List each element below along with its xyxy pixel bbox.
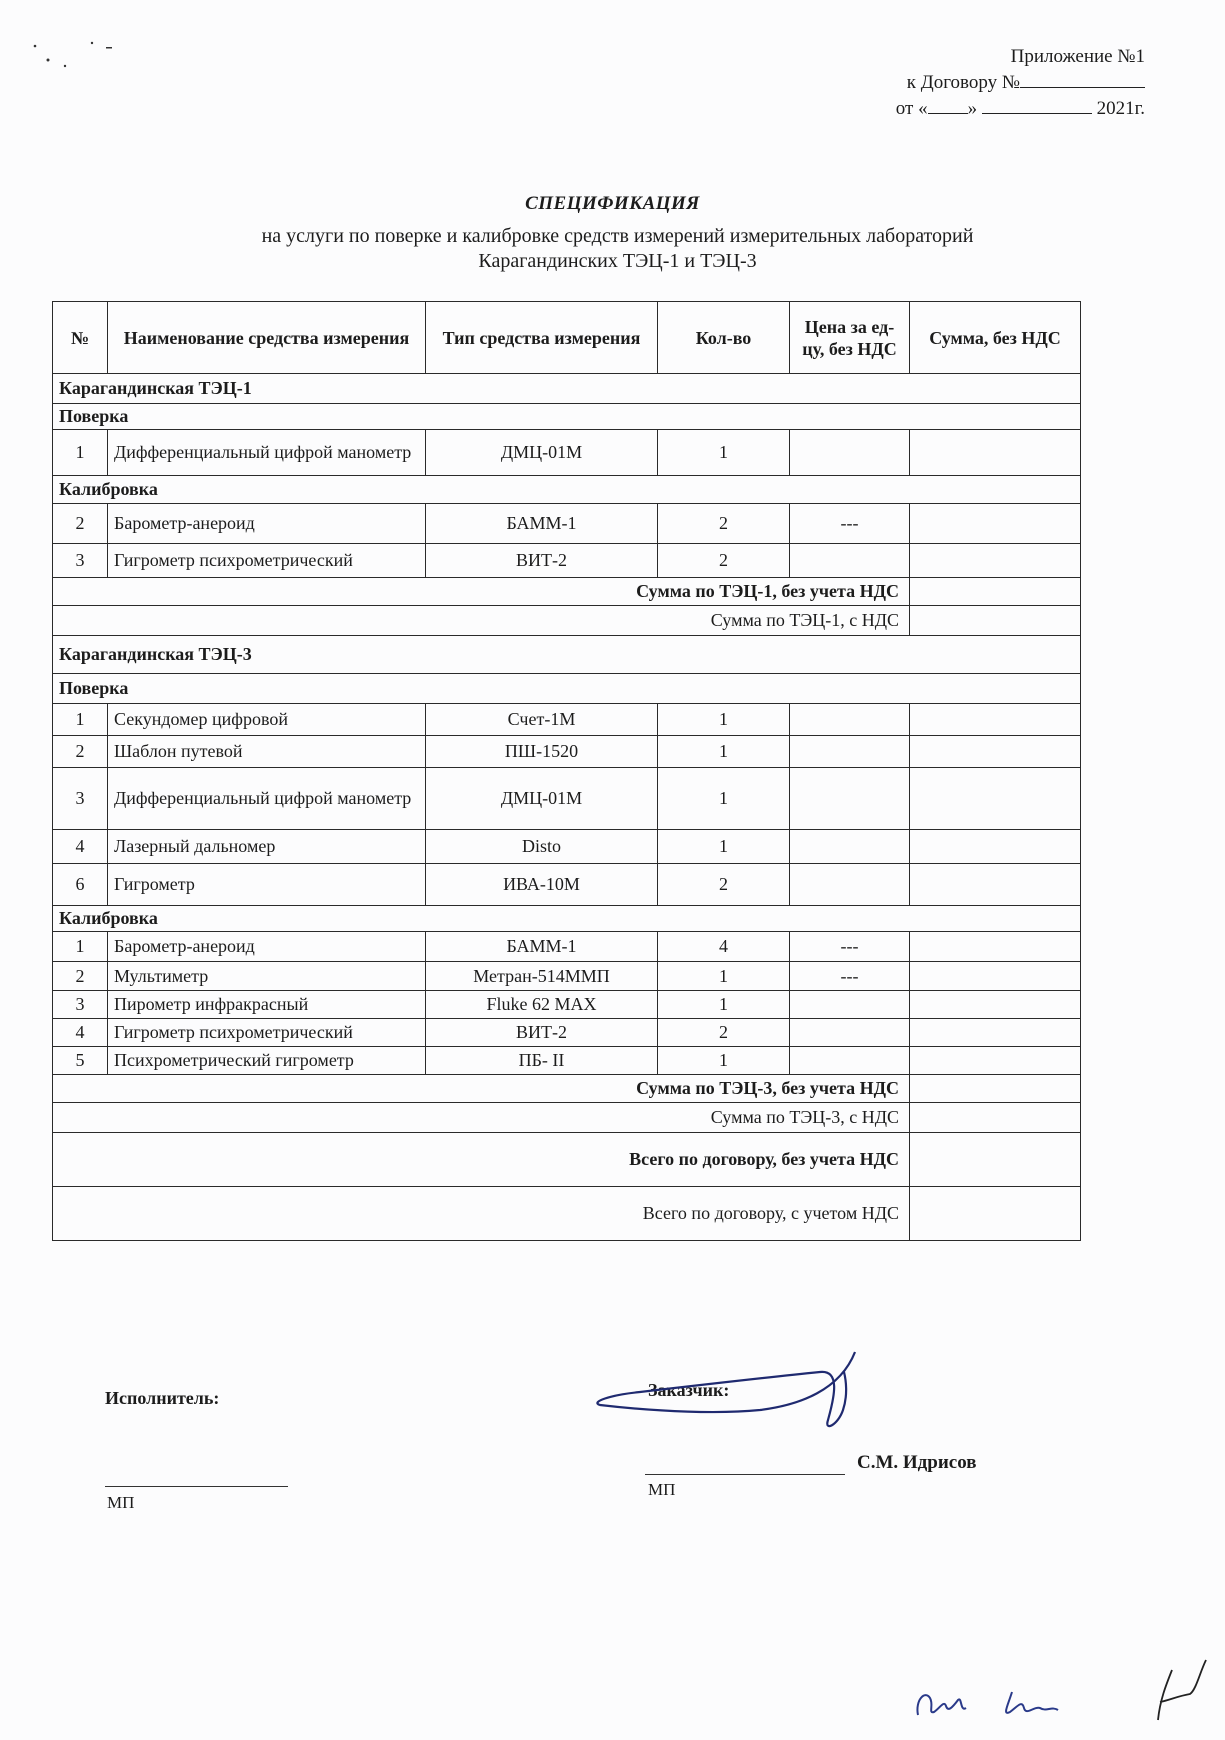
subtotal-label: Сумма по ТЭЦ-3, без учета НДС xyxy=(53,1075,910,1103)
cell-type: БАММ-1 xyxy=(426,504,658,544)
col-header-sum: Сумма, без НДС xyxy=(910,302,1081,374)
cell-qty: 2 xyxy=(658,504,790,544)
customer-name: С.М. Идрисов xyxy=(857,1452,977,1473)
cell-num: 2 xyxy=(53,962,108,991)
cell-num: 4 xyxy=(53,830,108,864)
cell-num: 2 xyxy=(53,736,108,768)
cell-num: 3 xyxy=(53,768,108,830)
executor-stamp-label: МП xyxy=(107,1493,135,1512)
cell-name: Психрометрический гигрометр xyxy=(108,1047,426,1075)
cell-name: Секундомер цифровой xyxy=(108,704,426,736)
cell-num: 3 xyxy=(53,991,108,1019)
subtitle-line-1: на услуги по поверке и калибровке средств измерений измерительных лабораторий xyxy=(261,225,974,247)
customer-stamp-label: МП xyxy=(648,1480,676,1499)
customer-label: Заказчик: xyxy=(648,1380,730,1400)
cell-num: 1 xyxy=(53,932,108,962)
cell-num: 6 xyxy=(53,864,108,906)
cell-num: 4 xyxy=(53,1019,108,1047)
cell-name: Барометр-анероид xyxy=(108,504,426,544)
cell-qty: 1 xyxy=(658,962,790,991)
cell-num: 1 xyxy=(53,430,108,476)
date-year: 2021г. xyxy=(1096,98,1145,119)
cell-qty: 1 xyxy=(658,1047,790,1075)
subtotal-label: Сумма по ТЭЦ-1, без учета НДС xyxy=(53,578,910,606)
cell-type: ВИТ-2 xyxy=(426,544,658,578)
cell-type: ВИТ-2 xyxy=(426,1019,658,1047)
date-quote: » xyxy=(967,98,978,119)
cell-qty: 1 xyxy=(658,768,790,830)
subtotal-label: Сумма по ТЭЦ-1, с НДС xyxy=(53,606,910,636)
subsection-kalibrovka-tec1: Калибровка xyxy=(53,476,1081,504)
cell-qty: 1 xyxy=(658,736,790,768)
subsection-poverka-tec1: Поверка xyxy=(53,404,1081,430)
section-title-tec3: Карагандинская ТЭЦ-3 xyxy=(53,636,1081,674)
cell-qty: 4 xyxy=(658,932,790,962)
cell-num: 5 xyxy=(53,1047,108,1075)
cell-type: БАММ-1 xyxy=(426,932,658,962)
cell-type: ПШ-1520 xyxy=(426,736,658,768)
executor-label: Исполнитель: xyxy=(105,1388,220,1408)
cell-qty: 1 xyxy=(658,991,790,1019)
cell-qty: 2 xyxy=(658,1019,790,1047)
date-prefix: от « xyxy=(895,98,928,119)
cell-qty: 1 xyxy=(658,430,790,476)
cell-name: Пирометр инфракрасный xyxy=(108,991,426,1019)
cell-name: Дифференциальный цифрой манометр xyxy=(108,430,426,476)
cell-name: Гигрометр психрометрический xyxy=(108,1019,426,1047)
cell-name: Шаблон путевой xyxy=(108,736,426,768)
col-header-name: Наименование средства измерения xyxy=(108,302,426,374)
col-header-type: Тип средства измерения xyxy=(426,302,658,374)
subsection-kalibrovka-tec3: Калибровка xyxy=(53,906,1081,932)
document-title: СПЕЦИФИКАЦИЯ xyxy=(525,193,700,214)
cell-type: ИВА-10М xyxy=(426,864,658,906)
cell-num: 1 xyxy=(53,704,108,736)
cell-price: --- xyxy=(790,962,910,991)
subtotal-label: Сумма по ТЭЦ-3, с НДС xyxy=(53,1103,910,1133)
cell-qty: 1 xyxy=(658,830,790,864)
cell-name: Мультиметр xyxy=(108,962,426,991)
cell-type: ДМЦ-01М xyxy=(426,768,658,830)
cell-name: Барометр-анероид xyxy=(108,932,426,962)
cell-num: 2 xyxy=(53,504,108,544)
cell-num: 3 xyxy=(53,544,108,578)
cell-type: Disto xyxy=(426,830,658,864)
cell-type: ДМЦ-01М xyxy=(426,430,658,476)
cell-price: --- xyxy=(790,932,910,962)
cell-price: --- xyxy=(790,504,910,544)
contract-prefix: к Договору № xyxy=(906,72,1020,93)
cell-name: Гигрометр психрометрический xyxy=(108,544,426,578)
cell-type: Fluke 62 MAX xyxy=(426,991,658,1019)
total-label: Всего по договору, без учета НДС xyxy=(53,1133,910,1187)
col-header-num: № xyxy=(53,302,108,374)
col-header-qty: Кол-во xyxy=(658,302,790,374)
cell-qty: 2 xyxy=(658,864,790,906)
cell-type: ПБ- II xyxy=(426,1047,658,1075)
cell-name: Дифференциальный цифрой манометр xyxy=(108,768,426,830)
section-title-tec1: Карагандинская ТЭЦ-1 xyxy=(53,374,1081,404)
col-header-price: Цена за ед-цу, без НДС xyxy=(790,302,910,374)
total-label: Всего по договору, с учетом НДС xyxy=(53,1187,910,1241)
cell-type: Счет-1М xyxy=(426,704,658,736)
cell-qty: 2 xyxy=(658,544,790,578)
cell-type: Метран-514ММП xyxy=(426,962,658,991)
cell-name: Гигрометр xyxy=(108,864,426,906)
subtitle-line-2: Карагандинских ТЭЦ-1 и ТЭЦ-3 xyxy=(478,250,757,272)
cell-name: Лазерный дальномер xyxy=(108,830,426,864)
subsection-poverka-tec3: Поверка xyxy=(53,674,1081,704)
appendix-line: Приложение №1 xyxy=(1010,46,1145,67)
cell-qty: 1 xyxy=(658,704,790,736)
